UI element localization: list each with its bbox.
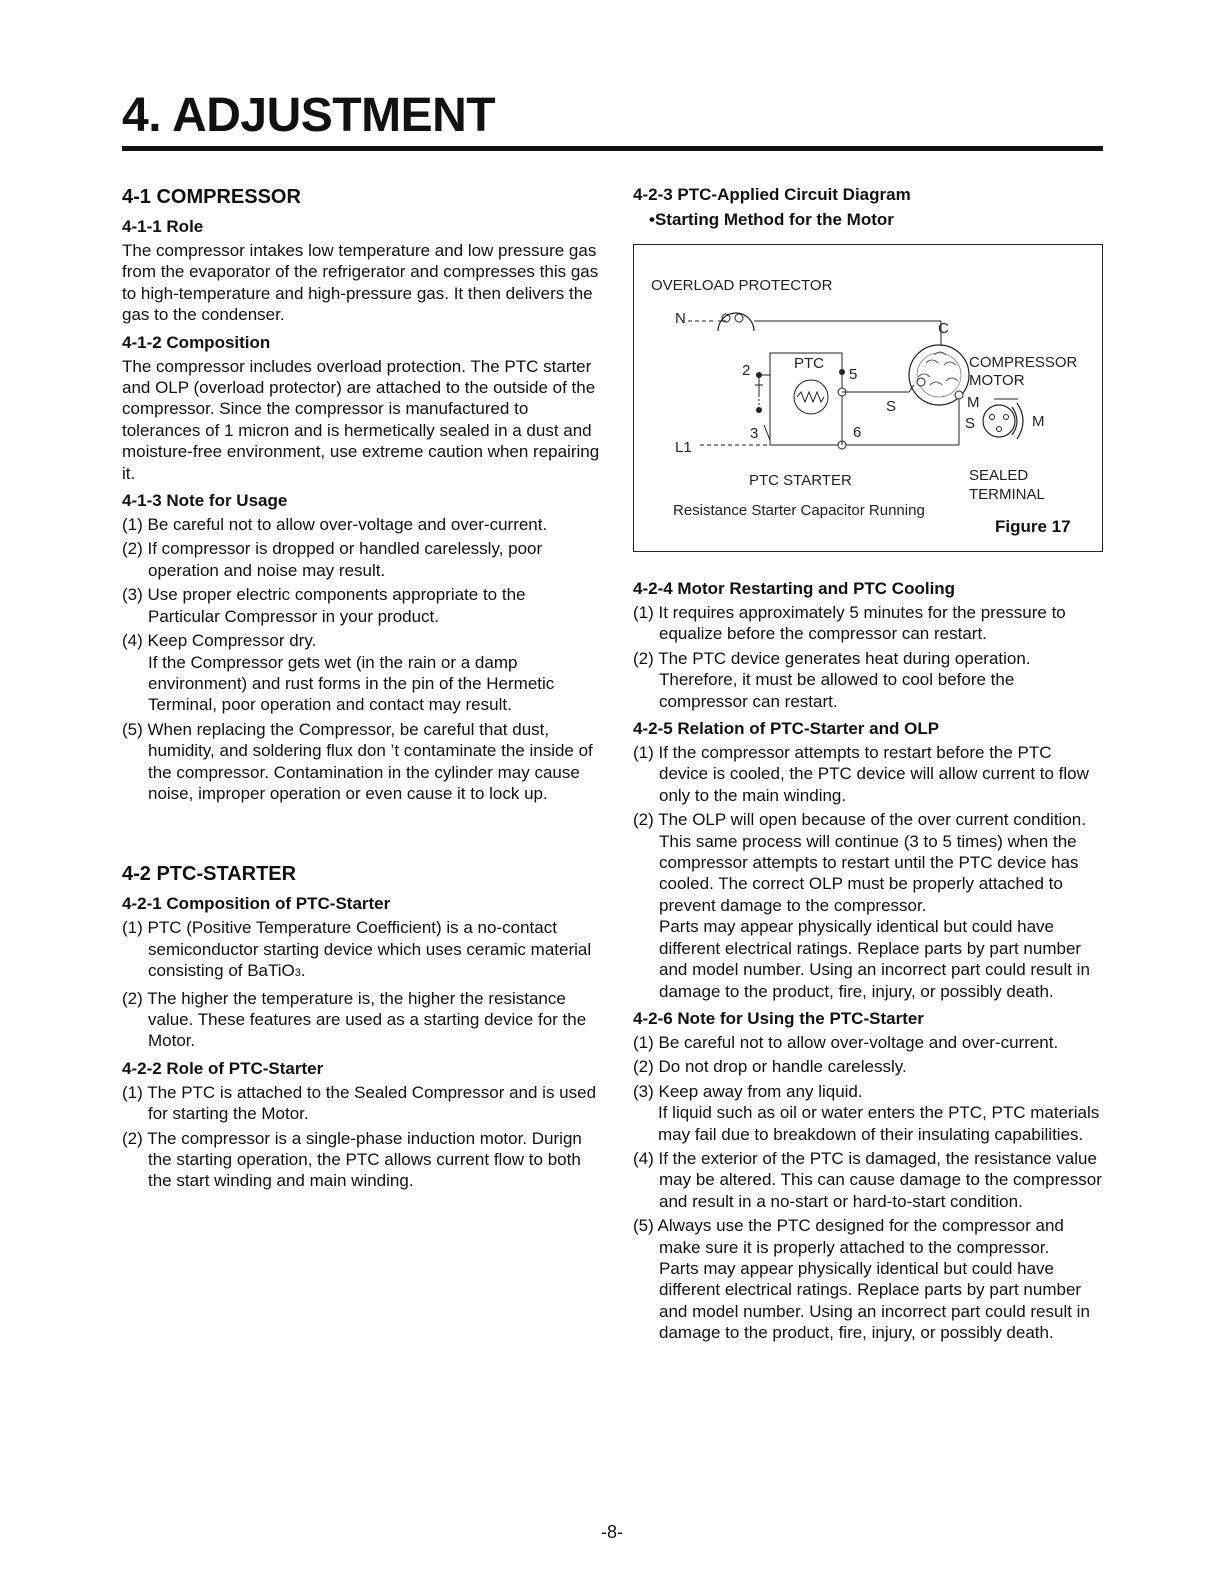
list-item: (5) Always use the PTC designed for the compressor and make sure it is properly attached to the compressor.	[633, 1216, 1064, 1257]
list-item: (3) Keep away from any liquid.	[633, 1081, 863, 1101]
circuit-diagram-svg	[634, 245, 1102, 551]
l1-label: L1	[675, 439, 692, 456]
c-label: C	[938, 320, 949, 337]
list-item: (4) Keep Compressor dry.	[122, 631, 317, 651]
ptc-label: PTC	[794, 355, 824, 372]
motor-label: MOTOR	[969, 372, 1025, 389]
subsection-heading: 4-2-2 Role of PTC-Starter	[122, 1058, 324, 1078]
list-item: (2) The higher the temperature is, the higher the resistance value. These features are used as a starting device for the Motor.	[122, 988, 587, 1051]
paragraph: The compressor intakes low temperature and low pressure gas from the evaporator of the refrigerator and compresses this gas to high-temperature and high-pressure gas. It then delivers the gas to the condenser.	[122, 241, 599, 325]
list-item: (3) Use proper electric components appropriate to the Particular Compressor in your product.	[122, 585, 526, 626]
sealed-s-label: S	[965, 415, 976, 432]
n-label: N	[675, 310, 686, 327]
diagram-caption: Resistance Starter Capacitor Running	[673, 502, 925, 519]
list-item-detail: If liquid such as oil or water enters the PTC, PTC materials may fail due to breakdown of their insulating capabilities.	[658, 1103, 1100, 1144]
subsection-heading: 4-2-3 PTC-Applied Circuit Diagram	[633, 185, 911, 204]
m-label: M	[967, 394, 980, 411]
subsection-heading: 4-2-4 Motor Restarting and PTC Cooling	[633, 579, 956, 598]
terminal-6-label: 6	[853, 424, 862, 441]
overload-label: OVERLOAD PROTECTOR	[651, 277, 833, 294]
list-item: (2) The OLP will open because of the over current condition. This same process will continue (3 to 5 times) when the compressor attempts to restart until the PTC device has cooled. The correct OLP must be properly attached to prevent damage to the compressor.	[633, 810, 1086, 915]
subsection-heading: 4-1-1 Role	[122, 217, 204, 236]
list-item: (2) The compressor is a single-phase induction motor. Durign the starting operation, the PTC allows current flow to both the start winding and main winding.	[122, 1128, 582, 1191]
list-item-detail: Parts may appear physically identical but could have different electrical ratings. Replace parts by part number and model number. Using an incorrect part could result in damage to the product, fire, injury, or possibly death.	[659, 917, 1090, 1001]
figure-label: Figure 17	[995, 517, 1071, 536]
subsection-heading: 4-2-1 Composition of PTC-Starter	[122, 894, 391, 914]
sealed-label: SEALED	[969, 467, 1029, 484]
list-item: (4) If the exterior of the PTC is damaged, the resistance value may be altered. This can cause damage to the compressor and result in a no-start or hard-to-start condition.	[633, 1148, 1102, 1211]
subsection-heading: 4-2-5 Relation of PTC-Starter and OLP	[633, 719, 940, 739]
subsection-heading: 4-2-6 Note for Using the PTC-Starter	[633, 1008, 924, 1028]
bullet-heading: •Starting Method for the Motor	[649, 210, 894, 229]
list-item: (1) If the compressor attempts to restart before the PTC device is cooled, the PTC device will allow current to flow only to the main winding.	[633, 743, 1089, 805]
left-column	[122, 184, 600, 1195]
circuit-diagram	[633, 244, 1103, 552]
subsection-heading: 4-1-3 Note for Usage	[122, 491, 288, 511]
list-item: (2) Do not drop or handle carelessly.	[633, 1057, 907, 1077]
sealed-m-label: M	[1032, 413, 1045, 430]
list-item: (1) PTC (Positive Temperature Coefficient) is a no-contact semiconductor starting device which uses ceramic material consisting of BaTiO3.	[122, 918, 592, 981]
list-item: (1) It requires approximately 5 minutes for the pressure to equalize before the compressor can restart.	[633, 603, 1066, 644]
terminal-2-label: 2	[742, 362, 751, 379]
list-item: (5) When replacing the Compressor, be careful that dust, humidity, and soldering flux don ’t contaminate the inside of the compressor. Contamination in the cylinder may cause noise, improper operation or even cause it to lock up.	[122, 719, 593, 803]
list-item: (1) The PTC is attached to the Sealed Compressor and is used for starting the Motor.	[122, 1082, 597, 1124]
terminal-5-label: 5	[849, 366, 858, 383]
paragraph: The compressor includes overload protection. The PTC starter and OLP (overload protector) are attached to the outside of the compressor. Since the compressor is manufactured to tolerances of 1 micron and is hermetically sealed in a dust and moisture-free environment, use extreme caution when repairing it.	[122, 356, 600, 483]
s-label: S	[886, 398, 897, 415]
list-item-detail: If the Compressor gets wet (in the rain or a damp environment) and rust forms in the pin of the Hermetic Terminal, poor operation and contact may result.	[148, 652, 555, 715]
terminal-label: TERMINAL	[969, 486, 1045, 503]
list-item-detail: Parts may appear physically identical but could have different electrical ratings. Replace parts by part number and model number. Using an incorrect part could result in damage to the product, fire, injury, or possibly death.	[659, 1258, 1090, 1343]
list-item: (1) Be careful not to allow over-voltage and over-current.	[122, 515, 548, 535]
list-item: (2) The PTC device generates heat during operation. Therefore, it must be allowed to cool before the compressor can restart.	[633, 648, 1031, 711]
ptc-starter-label: PTC STARTER	[749, 472, 852, 489]
section-heading: 4-2 PTC-STARTER	[122, 863, 297, 886]
list-item: (2) If compressor is dropped or handled carelessly, poor operation and noise may result.	[122, 539, 543, 580]
section-heading: 4-1 COMPRESSOR	[122, 186, 301, 208]
page-title: 4. ADJUSTMENT	[122, 89, 496, 142]
terminal-3-label: 3	[750, 425, 759, 442]
page-number: -8-	[601, 1522, 623, 1542]
right-column	[633, 184, 1103, 1347]
subsection-heading: 4-1-2 Composition	[122, 332, 271, 352]
list-item: (1) Be careful not to allow over-voltage and over-current.	[633, 1032, 1059, 1052]
title-rule	[122, 146, 1103, 151]
compressor-label: COMPRESSOR	[969, 354, 1078, 371]
